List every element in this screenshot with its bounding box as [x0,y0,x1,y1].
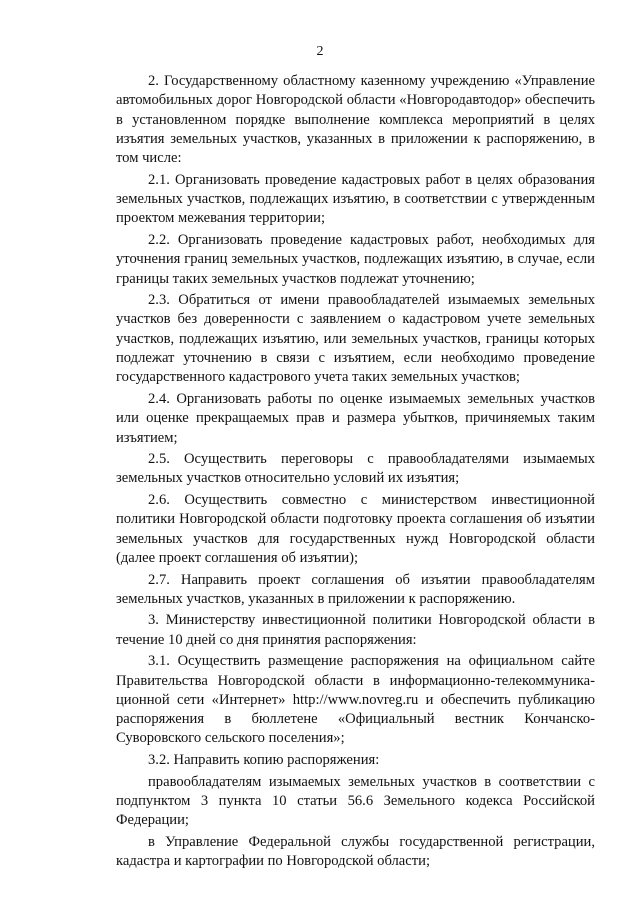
paragraph-2-1: 2.1. Организовать проведение кадастровых работ в целях образования земельных участков, подлежащих изъятию, в соответствии с утвержденным проектом межевания территории; [116,171,595,227]
paragraph-2: 2. Государственному областному казенному учреждению «Управление автомобильных дорог Новгородской области «Новгородавтодор» обеспечить в установленном порядке выполнение комплекса мероприятий в целях изъятия земельных участков, указанных в приложении к распоряжению, в том числе: [116,73,595,167]
paragraph-3: 3. Министерству инвестиционной политики Новгородской области в течение 10 дней со дня принятия распоряжения: [116,612,595,648]
paragraph-3-2-recipient-owners: правообладателям изымаемых земельных участков в соответствии с подпунктом 3 пункта 10 статьи 56.6 Земельного кодекса Российской Федерации; [116,773,595,829]
paragraph-3-1: 3.1. Осуществить размещение распоряжения на официальном сайте Правительства Новгородской области в информационно-телекоммуникационной сети «Интернет» http://www.novreg.ru и обеспечить публикацию распоряжения в бюллетене «Официальный вестник Кончанско-Суворовского сельского поселения»; [116,653,595,747]
document-body [116,72,595,871]
paragraph-2-2: 2.2. Организовать проведение кадастровых работ, необходимых для уточнения границ земельных участков, подлежащих изъятию, в случае, если границы таких земельных участков подлежат уточнению; [116,231,595,287]
paragraph-3-2: 3.2. Направить копию распоряжения: [148,752,380,769]
paragraph-2-5: 2.5. Осуществить переговоры с правообладателями изымаемых земельных участков относительно условий их изъятия; [116,451,595,487]
paragraph-2-7: 2.7. Направить проект соглашения об изъятии правообладателям земельных участков, указанных в приложении к распоряжению. [116,571,595,607]
paragraph-2-6: 2.6. Осуществить совместно с министерством инвестиционной политики Новгородской области подготовку проекта соглашения об изъятии земельных участков для государственных нужд Новгородской области (далее проект соглашения об изъятии); [116,492,595,566]
paragraph-3-2-recipient-rosreestr: в Управление Федеральной службы государственной регистрации, кадастра и картографии по Новгородской области; [116,833,595,870]
paragraph-2-4: 2.4. Организовать работы по оценке изымаемых земельных участков или оценке прекращаемых прав и размера убытков, причиняемых таким изъятием; [116,390,595,446]
page-number: 2 [316,44,324,59]
paragraph-2-3: 2.3. Обратиться от имени правообладателей изымаемых земельных участков без доверенности с заявлением о кадастровом учете земельных участков, подлежащих изъятию, или земельных участков, границы которых подлежат уточнению в связи с изъятием, если необходимо проведение государственного кадастрового учета таких земельных участков; [116,292,595,386]
